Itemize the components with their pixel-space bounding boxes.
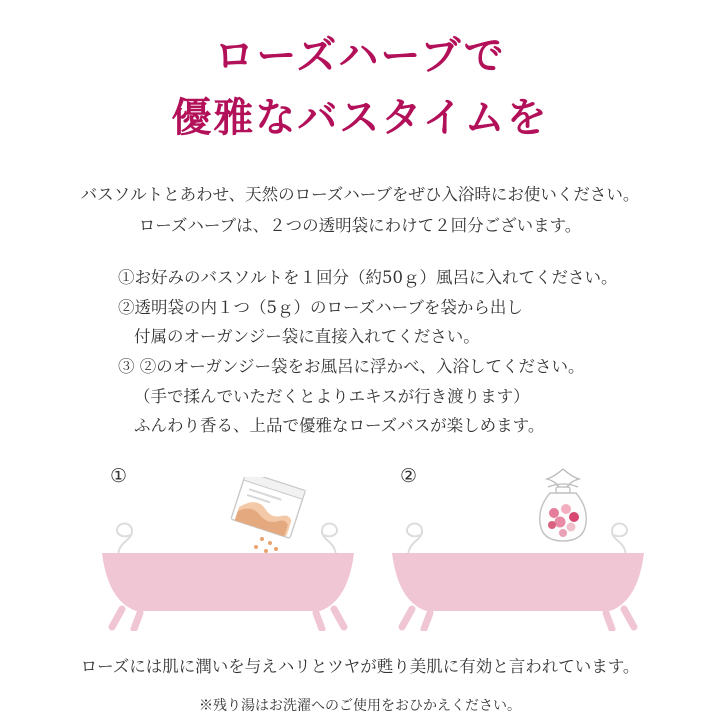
illustration-scene-2 [368, 455, 668, 645]
usage-step-1: ①お好みのバスソルトを１回分（約50ｇ）風呂に入れてください。 [118, 268, 618, 288]
headline-line-2: 優雅なバスタイムを [171, 94, 549, 141]
footer-benefit-text: ローズには肌に潤いを与えハリとツヤが甦り美肌に有効と言われています。 [80, 657, 640, 677]
footer-caution-text: ※残り湯はお洗濯へのご使用をおひかえください。 [199, 698, 521, 715]
page-title [0, 0, 720, 141]
bathtub-icon [386, 547, 650, 631]
scene-1-number: ① [110, 465, 128, 488]
usage-steps [0, 263, 720, 441]
illustration-area [0, 455, 720, 645]
headline-line-1: ローズハーブで [214, 32, 506, 79]
usage-step-3: ③ ②のオーガンジー袋をお風呂に浮かべ、入浴してください。 [118, 357, 585, 377]
usage-step-2-continued: 付属のオーガンジー袋に直接入れてください。 [134, 327, 480, 347]
intro-line-1: バスソルトとあわせ、天然のローズハーブをぜひ入浴時にお使いください。 [80, 185, 640, 204]
usage-step-2: ②透明袋の内１つ（5ｇ）のローズハーブを袋から出し [118, 297, 523, 317]
usage-closing: ふんわり香る、上品で優雅なローズバスが楽しめます。 [134, 416, 545, 436]
scene-2-number: ② [400, 465, 418, 488]
intro-paragraph [0, 180, 720, 241]
intro-line-2: ローズハーブは、２つの透明袋にわけて２回分ございます。 [138, 215, 582, 235]
bathtub-icon [96, 547, 360, 631]
usage-note: （手で揉んでいただくとよりエキスが行き渡ります） [134, 386, 530, 406]
illustration-scene-1 [78, 455, 378, 645]
